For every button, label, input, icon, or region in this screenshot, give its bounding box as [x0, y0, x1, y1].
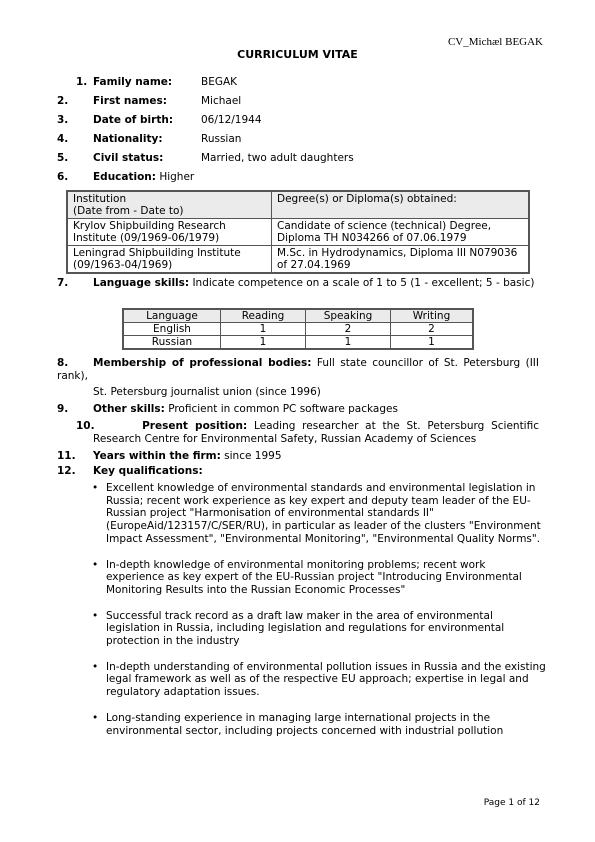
list-item: • Long-standing experience in managing large international projects in the environmental sector, including projects concerned with industrial pollution [106, 712, 546, 737]
table-cell: Candidate of science (technical) Degree, Diploma TH N034266 of 07.06.1979 [272, 219, 530, 246]
field-label: Date of birth: [93, 114, 174, 126]
table-header-cell: Reading [221, 309, 306, 323]
section-label: Present position: [142, 420, 248, 432]
table-cell: Leningrad Shipbuilding Institute (09/1963-04/1969) [67, 246, 272, 274]
field-number: 4. [57, 133, 69, 145]
table-cell: 1 [391, 336, 474, 350]
field-label: Nationality: [93, 133, 163, 145]
table-cell: Russian [123, 336, 221, 350]
field-value: Married, two adult daughters [201, 152, 354, 164]
field-education [57, 171, 194, 183]
section-number: 11. [57, 450, 76, 462]
language-table [122, 308, 474, 350]
section-text: since 1995 [224, 450, 282, 462]
field-label: Education: [93, 171, 156, 183]
section-text-continued: St. Petersburg journalist union (since 1996) [93, 386, 321, 398]
field-number: 1. [76, 76, 88, 88]
page-title: CURRICULUM VITAE [237, 48, 358, 61]
table-header-row [123, 309, 473, 323]
section-label: Language skills: [93, 277, 190, 289]
field-value: BEGAK [201, 76, 238, 88]
section-text-continued: Research Centre for Environmental Safety, Russian Academy of Sciences [93, 433, 477, 445]
list-item: • Excellent knowledge of environmental standards and environmental legislation in Russia; recent work experience as key expert and deputy team leader of the EU-Russian project "Harmonisation of environmental standards II" (EuropeAid/123157/C/SER/RU), in particular as leader of the clusters "Environment Impact Assessment", "Environmental Monitoring", "Environmental Quality Norms". [106, 482, 546, 546]
table-row [123, 323, 473, 336]
table-cell: 2 [391, 323, 474, 336]
table-cell: 2 [306, 323, 391, 336]
section-other-skills [57, 403, 398, 415]
field-value: Russian [201, 133, 242, 145]
section-text: Leading researcher at the St. Petersburg Scientific [253, 420, 539, 432]
field-label: Family name: [93, 76, 173, 88]
field-value: Higher [159, 171, 195, 183]
field-number: 2. [57, 95, 69, 107]
list-item: • In-depth understanding of environmental pollution issues in Russia and the existing legal framework as well as of the respective EU approach; expertise in legal and regulatory adaptation issues. [106, 661, 546, 699]
section-label: Years within the firm: [93, 450, 221, 462]
table-row [123, 336, 473, 350]
list-item: • Successful track record as a draft law maker in the area of environmental legislation in Russia, including legislation and regulations for environmental protection in the industry [106, 610, 546, 648]
section-number: 7. [57, 277, 69, 289]
field-label: Civil status: [93, 152, 164, 164]
table-row [67, 219, 529, 246]
section-label: Other skills: [93, 403, 165, 415]
table-cell: M.Sc. in Hydrodynamics, Diploma III N079036 of 27.04.1969 [272, 246, 530, 274]
list-item: • In-depth knowledge of environmental monitoring problems; recent work experience as key expert of the EU-Russian project "Introducing Environmental Monitoring Results into the Russian Economic Processes" [106, 559, 546, 597]
table-cell: 1 [306, 336, 391, 350]
field-number: 5. [57, 152, 69, 164]
table-header-cell: Institution (Date from - Date to) [67, 191, 272, 219]
field-date-of-birth [57, 114, 262, 126]
section-label: Key qualifications: [93, 465, 203, 477]
field-number: 3. [57, 114, 69, 126]
section-number: 12. [57, 465, 76, 477]
field-number: 6. [57, 171, 69, 183]
section-text: Full state councillor of St. Petersburg (III rank), [57, 357, 539, 382]
section-years-within-firm [57, 450, 282, 462]
field-label: First names: [93, 95, 167, 107]
table-header-cell: Speaking [306, 309, 391, 323]
section-present-position [76, 420, 539, 432]
section-number: 9. [57, 403, 69, 415]
education-table [66, 190, 530, 274]
field-nationality [57, 133, 241, 145]
field-civil-status [57, 152, 354, 164]
qualifications-list [92, 482, 546, 750]
table-header-cell: Language [123, 309, 221, 323]
field-family-name [76, 76, 237, 88]
document-reference: CV_Michæl BEGAK [447, 36, 543, 48]
page-number: Page 1 of 12 [483, 798, 540, 808]
section-language-skills [57, 277, 539, 290]
table-row [67, 246, 529, 274]
table-cell: Krylov Shipbuilding Research Institute (09/1969-06/1979) [67, 219, 272, 246]
table-cell: English [123, 323, 221, 336]
table-cell: 1 [221, 336, 306, 350]
section-text: Proficient in common PC software packages [168, 403, 398, 415]
section-label: Membership of professional bodies: [93, 357, 312, 369]
table-header-cell: Writing [391, 309, 474, 323]
section-key-qualifications [57, 465, 203, 477]
table-header-cell: Degree(s) or Diploma(s) obtained: [272, 191, 530, 219]
field-first-names [57, 95, 241, 107]
table-cell: 1 [221, 323, 306, 336]
field-value: Michael [201, 95, 242, 107]
section-text: Indicate competence on a scale of 1 to 5 (1 - excellent; 5 - basic) [192, 277, 535, 289]
section-number: 8. [57, 357, 69, 369]
section-membership [57, 357, 539, 383]
table-header-row [67, 191, 529, 219]
field-value: 06/12/1944 [201, 114, 262, 126]
section-number: 10. [76, 420, 95, 432]
